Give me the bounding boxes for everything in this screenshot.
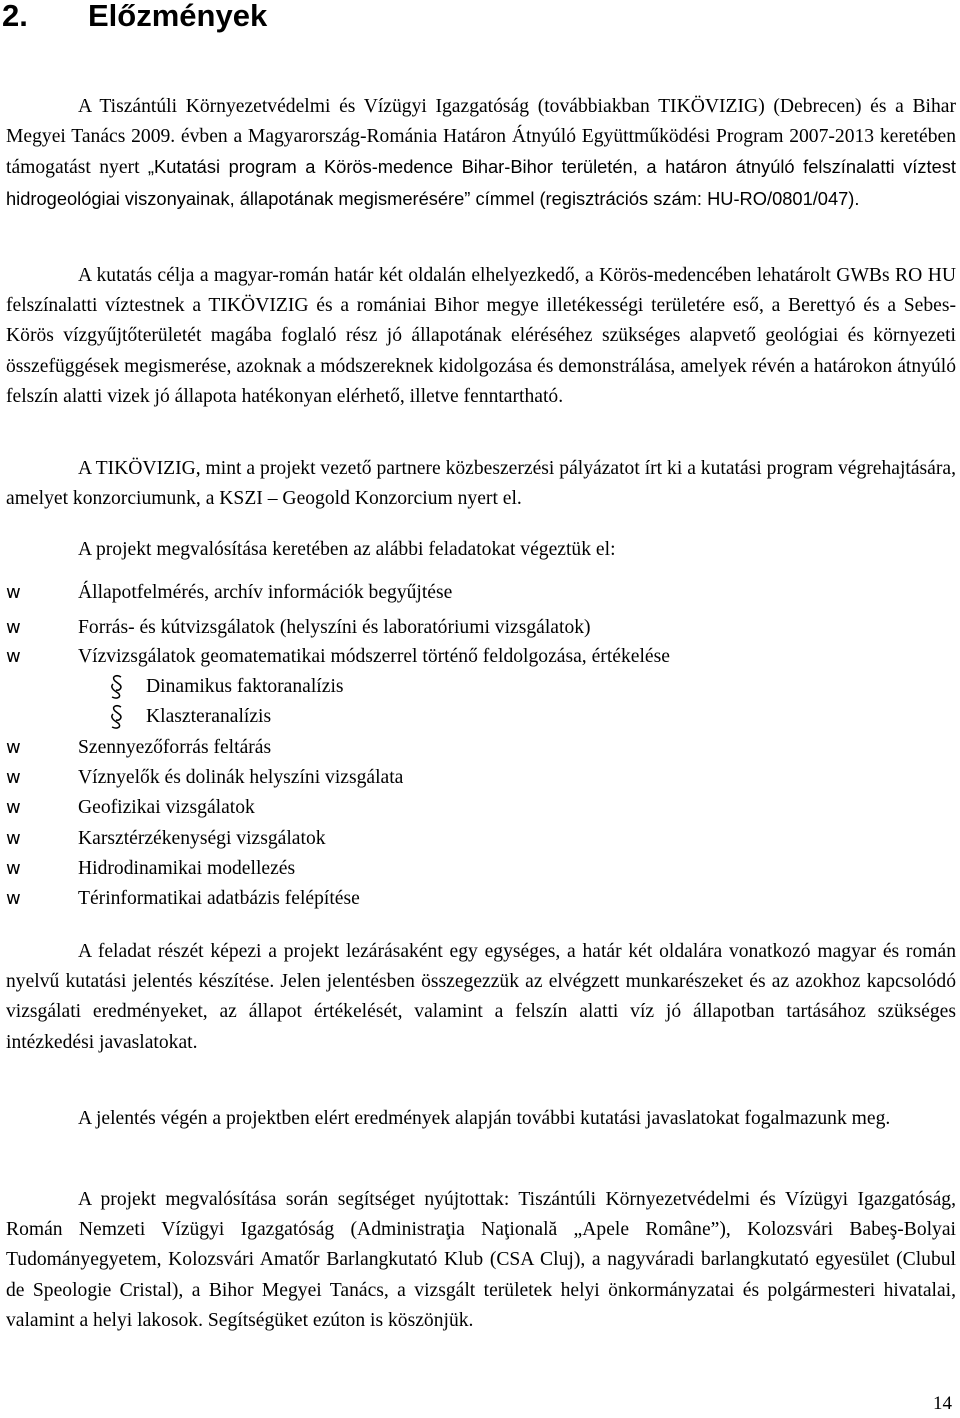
section-sign-icon (110, 704, 146, 730)
list-item (6, 578, 452, 608)
task-label: Szennyezőforrás feltárás (78, 737, 272, 758)
task-label: Vízvizsgálatok geomatematikai módszerrel történő feldolgozása, értékelése (78, 646, 670, 667)
task-label: Víznyelők és dolinák helyszíni vizsgálata (78, 767, 404, 788)
task-label: Karsztérzékenységi vizsgálatok (78, 828, 326, 849)
list-item (6, 793, 255, 823)
sub-list-item (110, 672, 344, 702)
list-item (6, 642, 670, 672)
tasks-intro: A projekt megvalósítása keretében az alábbi feladatokat végeztük el: (78, 539, 616, 560)
w-bullet-icon: w (6, 888, 21, 909)
section-title: Előzmények (88, 0, 268, 33)
intro-text-sans: „Kutatási program a Körös-medence Bihar-Bihor területén, a határon átnyúló felszínalatti víztest hidrogeológiai viszonyainak, állapotának megismerésére” címmel (regisztrációs szám: HU-RO/0801/047). (6, 156, 956, 209)
task-label: Térinformatikai adatbázis felépítése (78, 888, 360, 909)
list-item (6, 763, 403, 793)
w-bullet-icon: w (6, 797, 21, 818)
intro-paragraph (6, 92, 956, 215)
w-bullet-icon: w (6, 646, 21, 667)
intro-text-serif: A Tiszántúli Környezetvédelmi és Vízügyi Igazgatóság (továbbiakban TIKÖVIZIG) (Debrecen) és a Bihar Megyei Tanács 2009. évben a Magyarország-Románia Határon Átnyúló Együttműködési Program 2007-2013 keretében támogatást nyert (6, 96, 956, 179)
w-bullet-icon: w (6, 828, 21, 849)
task-label: Állapotfelmérés, archív információk begyűjtése (78, 582, 453, 603)
list-item (6, 613, 591, 643)
subtask-label: Dinamikus faktoranalízis (146, 676, 344, 697)
list-item (6, 884, 360, 914)
subtask-label: Klaszteranalízis (146, 706, 272, 727)
task-label: Geofizikai vizsgálatok (78, 797, 255, 818)
w-bullet-icon: w (6, 617, 21, 638)
report-paragraph: A feladat részét képezi a projekt lezárásaként egy egységes, a határ két oldalára vonatkozó magyar és román nyelvű kutatási jelentés készítése. Jelen jelentésben összegezzük az elvégzett munkarészeket és az azokhoz kapcsolódó vizsgálati eredményeket, az állapot értékelését, valamint a felszín alatti víz jó állapotban tartásához szükséges intézkedési javaslatokat. (6, 941, 956, 1053)
section-number: 2. (2, 0, 28, 33)
list-item (6, 733, 271, 763)
goal-paragraph: A kutatás célja a magyar-román határ két oldalán elhelyezkedő, a Körös-medencében lehatárolt GWBs RO HU felszínalatti víztestnek a TIKÖVIZIG és a romániai Bihor megye illetékességi területére eső, a Berettyó és a Sebes-Körös vízgyűjtőterületét magába foglaló rész jó állapotának eléréséhez szükséges alapvető geológiai és környezeti összefüggések megismerése, azoknak a módszereknek kidolgozása és demonstrálása, amelyek révén a határokon átnyúló felszín alatti vizek jó állapota hatékonyan elérhető, illetve fenntartható. (6, 265, 956, 407)
list-item (6, 854, 295, 884)
task-label: Forrás- és kútvizsgálatok (helyszíni és laboratóriumi vizsgálatok) (78, 617, 591, 638)
proposals-paragraph: A jelentés végén a projektben elért eredmények alapján további kutatási javaslatokat fogalmazunk meg. (78, 1108, 891, 1129)
tender-paragraph: A TIKÖVIZIG, mint a projekt vezető partnere közbeszerzési pályázatot írt ki a kutatási program végrehajtására, amelyet konzorciumunk, a KSZI – Geogold Konzorcium nyert el. (6, 458, 956, 510)
w-bullet-icon: w (6, 767, 21, 788)
w-bullet-icon: w (6, 858, 21, 879)
thanks-paragraph: A projekt megvalósítása során segítséget nyújtottak: Tiszántúli Környezetvédelmi és Vízügyi Igazgatóság, Román Nemzeti Vízügyi Igazgatóság (Administraţia Naţională „Apele Române”), Kolozsvári Babeş-Bolyai Tudományegyetem, Kolozsvári Amatőr Barlangkutató Klub (CSA Cluj), a nagyváradi barlangkutató egyesület (Clubul de Speologie Cristal), a Bihor Megyei Tanács, a vizsgált területek helyi önkormányzatai és polgármesteri hivatalai, valamint a helyi lakosok. Segítségüket ezúton is köszönjük. (6, 1189, 956, 1331)
w-bullet-icon: w (6, 582, 21, 603)
list-item (6, 824, 326, 854)
task-label: Hidrodinamikai modellezés (78, 858, 296, 879)
page-number: 14 (933, 1393, 952, 1414)
section-heading (2, 0, 267, 34)
section-sign-icon (110, 674, 146, 700)
w-bullet-icon: w (6, 737, 21, 758)
sub-list-item (110, 702, 271, 732)
